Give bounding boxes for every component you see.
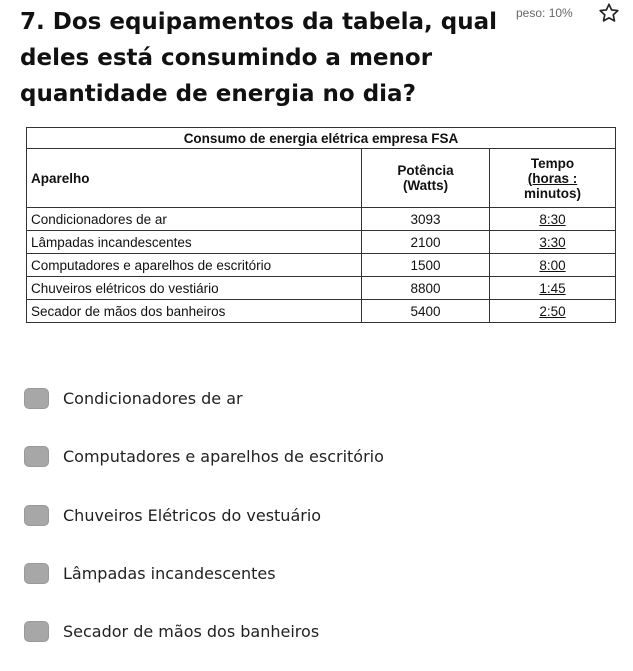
table-row xyxy=(27,254,616,277)
option-label: Chuveiros Elétricos do vestuário xyxy=(63,505,322,525)
energy-table xyxy=(26,127,616,323)
option-label: Computadores e aparelhos de escritório xyxy=(63,446,384,466)
table-row xyxy=(27,208,616,231)
row-device: Secador de mãos dos banheiros xyxy=(27,300,362,323)
row-time-value: 1:45 xyxy=(539,280,566,296)
row-device: Computadores e aparelhos de escritório xyxy=(27,254,362,277)
row-device: Lâmpadas incandescentes xyxy=(27,231,362,254)
row-power: 5400 xyxy=(362,300,490,323)
row-time-value: 2:50 xyxy=(539,303,566,319)
header-device: Aparelho xyxy=(27,149,362,208)
header-time xyxy=(490,149,616,208)
header-time-line1: Tempo xyxy=(530,155,575,171)
row-time-value: 8:00 xyxy=(539,257,566,273)
star-outline-icon[interactable] xyxy=(598,2,620,24)
radio-button[interactable] xyxy=(24,388,49,409)
option-label: Lâmpadas incandescentes xyxy=(63,563,276,583)
radio-button[interactable] xyxy=(24,621,49,642)
radio-button[interactable] xyxy=(24,446,49,467)
header-power-line1: Potência xyxy=(397,163,454,178)
row-device: Chuveiros elétricos do vestiário xyxy=(27,277,362,300)
question-weight: peso: 10% xyxy=(516,6,573,20)
table-row xyxy=(27,231,616,254)
row-time xyxy=(490,300,616,323)
row-device: Condicionadores de ar xyxy=(27,208,362,231)
row-power: 8800 xyxy=(362,277,490,300)
row-time xyxy=(490,254,616,277)
table-row xyxy=(27,277,616,300)
option-lampadas[interactable] xyxy=(22,558,582,588)
table-row xyxy=(27,300,616,323)
table-caption: Consumo de energia elétrica empresa FSA xyxy=(27,128,616,149)
row-power: 2100 xyxy=(362,231,490,254)
row-time xyxy=(490,231,616,254)
option-computadores[interactable] xyxy=(22,441,582,471)
row-time xyxy=(490,208,616,231)
option-secador[interactable] xyxy=(22,616,582,646)
header-power-line2: (Watts) xyxy=(402,178,449,193)
header-time-line3: minutos) xyxy=(524,185,581,201)
radio-button[interactable] xyxy=(24,505,49,526)
radio-button[interactable] xyxy=(24,563,49,584)
row-time xyxy=(490,277,616,300)
option-chuveiros[interactable] xyxy=(22,500,582,530)
row-power: 3093 xyxy=(362,208,490,231)
option-label: Condicionadores de ar xyxy=(63,388,243,408)
row-power: 1500 xyxy=(362,254,490,277)
header-power xyxy=(362,149,490,208)
row-time-value: 3:30 xyxy=(539,234,566,250)
question-text: 7. Dos equipamentos da tabela, qual deles está consumindo a menor quantidade de energia no dia? xyxy=(20,9,498,107)
option-condicionadores[interactable] xyxy=(22,383,582,413)
option-label: Secador de mãos dos banheiros xyxy=(63,621,320,641)
row-time-value: 8:30 xyxy=(539,211,566,227)
header-time-line2: (horas : xyxy=(527,170,578,186)
